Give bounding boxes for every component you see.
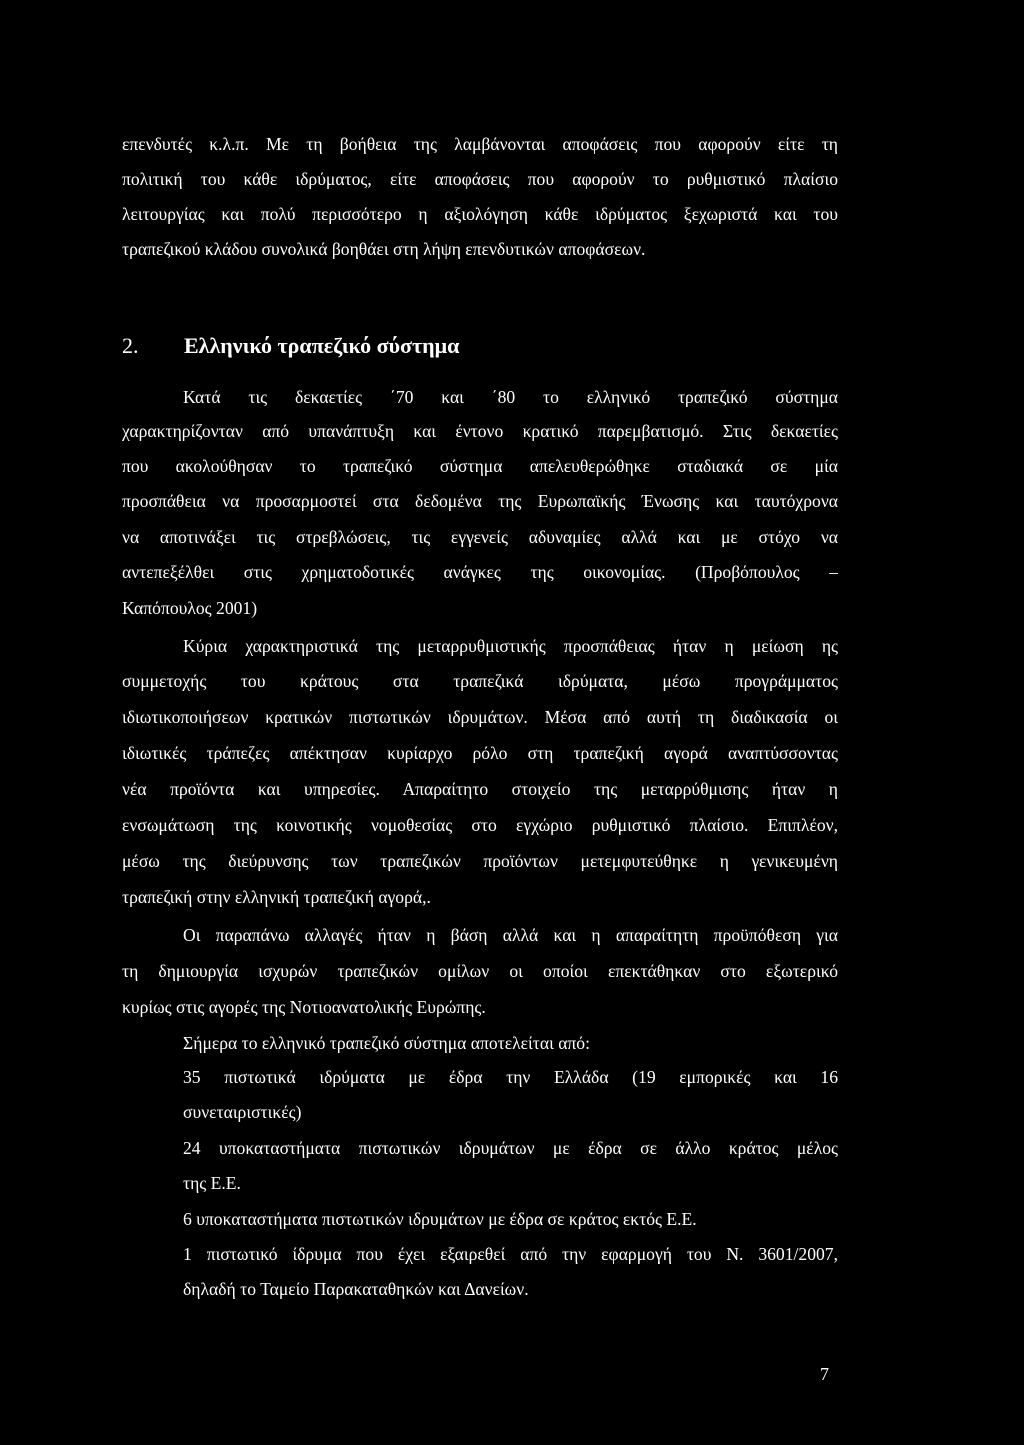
list-item-2-line-1: 24 υποκαταστήματα πιστωτικών ιδρυμάτων με έδρα σε άλλο κράτος μέλος: [183, 1138, 838, 1158]
reform-line-4: ιδιωτικές τράπεζες απέκτησαν κυρίαρχο ρόλο στη τραπεζική αγορά αναπτύσσοντας: [122, 743, 838, 763]
intro-line-1: επενδυτές κ.λ.π. Με τη βοήθεια της λαμβάνονται αποφάσεις που αφορούν είτε τη: [122, 134, 838, 154]
intro-line-3: λειτουργίας και πολύ περισσότερο η αξιολόγηση κάθε ιδρύματος ξεχωριστά και του: [122, 204, 838, 224]
history-line-5: να αποτινάξει τις στρεβλώσεις, τις εγγενείς αδυναμίες αλλά και με στόχο να: [122, 527, 838, 547]
section-heading: [122, 332, 459, 360]
list-item-1-line-1: 35 πιστωτικά ιδρύματα με έδρα την Ελλάδα (19 εμπορικές και 16: [183, 1067, 838, 1087]
history-line-6: αντεπεξέλθει στις χρηματοδοτικές ανάγκες της οικονομίας. (Προβόπουλος –: [122, 562, 838, 582]
history-line-7: Καπόπουλος 2001): [122, 598, 258, 618]
changes-line-3: κυρίως στις αγορές της Νοτιοανατολικής Ευρώπης.: [122, 997, 486, 1017]
section-number: 2.: [122, 333, 139, 358]
reform-line-5: νέα προϊόντα και υπηρεσίες. Απαραίτητο στοιχείο της μεταρρύθμισης ήταν η: [122, 779, 838, 799]
reform-line-3: ιδιωτικοποιήσεων κρατικών πιστωτικών ιδρυμάτων. Μέσα από αυτή τη διαδικασία οι: [122, 707, 838, 727]
reform-line-7: μέσω της διεύρυνσης των τραπεζικών προϊόντων μετεμφυτεύθηκε η γενικευμένη: [122, 851, 838, 871]
page-number: 7: [820, 1364, 829, 1384]
history-line-2: χαρακτηρίζονταν από υπανάπτυξη και έντονο κρατικό παρεμβατισμό. Στις δεκαετίες: [122, 421, 838, 441]
reform-line-8: τραπεζική στην ελληνική τραπεζική αγορά,.: [122, 887, 431, 907]
section-title: Ελληνικό τραπεζικό σύστημα: [184, 333, 460, 358]
history-line-3: που ακολούθησαν το τραπεζικό σύστημα απελευθερώθηκε σταδιακά σε μία: [122, 456, 838, 476]
changes-line-2: τη δημιουργία ισχυρών τραπεζικών ομίλων οι οποίοι επεκτάθηκαν στο εξωτερικό: [122, 961, 838, 981]
list-item-1-line-2: συνεταιριστικές): [183, 1102, 302, 1122]
intro-line-2: πολιτική του κάθε ιδρύματος, είτε αποφάσεις που αφορούν το ρυθμιστικό πλαίσιο: [122, 169, 838, 189]
list-item-2-line-2: της Ε.Ε.: [183, 1173, 241, 1193]
history-line-4: προσπάθεια να προσαρμοστεί στα δεδομένα της Ευρωπαϊκής Ένωσης και ταυτόχρονα: [122, 491, 838, 511]
intro-line-4: τραπεζικού κλάδου συνολικά βοηθάει στη λήψη επενδυτικών αποφάσεων.: [122, 239, 646, 259]
composition-intro: Σήμερα το ελληνικό τραπεζικό σύστημα αποτελείται από:: [183, 1033, 590, 1053]
reform-line-1: Κύρια χαρακτηριστικά της μεταρρυθμιστικής προσπάθειας ήταν η μείωση ης: [183, 636, 838, 656]
history-line-1: Κατά τις δεκαετίες ΄70 και ΄80 το ελληνικό τραπεζικό σύστημα: [183, 387, 838, 407]
list-item-3-line-1: 6 υποκαταστήματα πιστωτικών ιδρυμάτων με έδρα σε κράτος εκτός Ε.Ε.: [183, 1209, 697, 1229]
list-item-4-line-2: δηλαδή το Ταμείο Παρακαταθηκών και Δανείων.: [183, 1279, 529, 1299]
reform-line-2: συμμετοχής του κράτους στα τραπεζικά ιδρύματα, μέσω προγράμματος: [122, 671, 838, 691]
reform-line-6: ενσωμάτωση της κοινοτικής νομοθεσίας στο εγχώριο ρυθμιστικό πλαίσιο. Επιπλέον,: [122, 815, 838, 835]
list-item-4-line-1: 1 πιστωτικό ίδρυμα που έχει εξαιρεθεί από την εφαρμογή του Ν. 3601/2007,: [183, 1244, 838, 1264]
changes-line-1: Οι παραπάνω αλλαγές ήταν η βάση αλλά και η απαραίτητη προϋπόθεση για: [183, 925, 838, 945]
